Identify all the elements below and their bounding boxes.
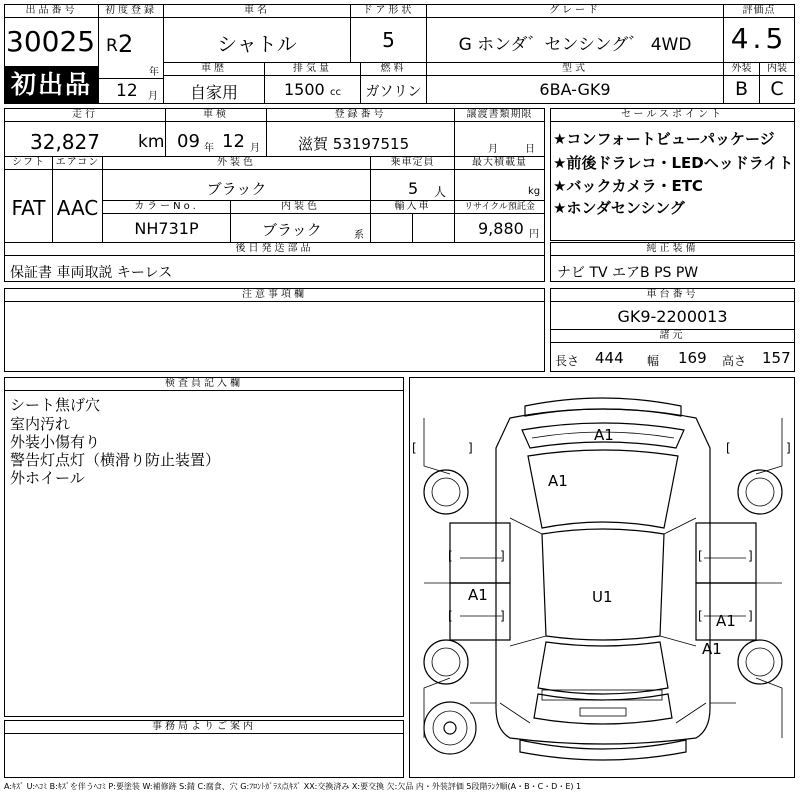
grade-label: グレード xyxy=(427,5,723,18)
exterior-color-label: 外装色 xyxy=(103,157,370,170)
km-unit: km xyxy=(138,132,165,152)
sales-point: ★ホンダセンシング xyxy=(553,199,685,217)
equipment-items: ナビ TV エアB PS PW xyxy=(557,265,699,281)
transfer-day-unit: 日 xyxy=(525,144,535,155)
inspection-year: 09 xyxy=(177,131,200,152)
sales-point: ★バックカメラ・ETC xyxy=(553,177,703,195)
model: 6BA-GK9 xyxy=(539,80,611,99)
capacity-label: 乗車定員 xyxy=(371,157,454,170)
aircon: AAC xyxy=(56,196,99,220)
mark-right-door: A1 xyxy=(716,612,736,630)
later-parts: 保証書 車両取説 キーレス xyxy=(10,265,173,281)
history-label: 車歴 xyxy=(164,63,264,76)
legend: A:ｷｽﾞ U:ﾍｺﾐ B:ｷｽﾞを伴うﾍｺﾐ P:要塗装 W:補修跡 S:錆 C:腐食、穴 G:ﾌﾛﾝﾄｶﾞﾗｽ点ｷｽﾞ XX:交換済み X:要交換 欠:欠品 内・外装評価 5段階ﾗﾝｸ順(A・B・C・D・E) 1 xyxy=(4,782,582,791)
grade: G ホンダ゛センシング゛ 4WD xyxy=(458,35,692,55)
mark-right-fender: A1 xyxy=(702,640,722,658)
capacity-unit: 人 xyxy=(434,185,447,199)
chassis-number: GK9-2200013 xyxy=(617,307,728,326)
bracket-open: [ xyxy=(698,609,703,623)
year-number: 2 xyxy=(118,30,134,58)
chassis-label: 車台番号 xyxy=(551,289,794,302)
interior-grade: C xyxy=(770,78,784,100)
fuel: ガソリン xyxy=(365,84,422,100)
spec-label: 諸元 xyxy=(551,330,794,343)
inspection-label: 車検 xyxy=(166,109,266,122)
door-type-label: ドア形状 xyxy=(351,5,426,18)
bracket-close: ] xyxy=(748,549,753,563)
inspector-note: 室内汚れ xyxy=(10,415,71,433)
registration-number: 滋賀 53197515 xyxy=(298,135,410,153)
inspector-label: 検査員記入欄 xyxy=(5,378,403,391)
shift: FAT xyxy=(11,196,46,220)
bracket-close: ] xyxy=(500,549,505,563)
interior-label: 内装 xyxy=(760,63,794,76)
capacity: 5 xyxy=(408,179,419,198)
sales-points-label: セールスポイント xyxy=(551,109,794,122)
car-name: シャトル xyxy=(217,32,297,56)
inspection-month: 12 xyxy=(222,131,245,152)
mark-front-glass: A1 xyxy=(594,426,614,444)
recycle-label: リサイクル預託金 xyxy=(455,201,544,214)
displacement: 1500 xyxy=(284,80,325,99)
exterior-label: 外装 xyxy=(724,63,759,76)
length-label: 長さ xyxy=(555,354,580,368)
sales-point: ★前後ドラレコ・LEDヘッドライト xyxy=(553,154,794,172)
transfer-month-unit: 月 xyxy=(488,144,498,155)
bracket-close: ] xyxy=(786,441,791,455)
lot-number-label: 出品番号 xyxy=(5,5,98,18)
month-unit: 月 xyxy=(148,91,158,102)
max-load-label: 最大積載量 xyxy=(455,157,544,170)
color-number: NH731P xyxy=(134,219,199,238)
bracket-close: ] xyxy=(500,609,505,623)
history: 自家用 xyxy=(189,83,238,102)
registration-label: 登録番号 xyxy=(267,109,454,122)
mark-left-door: A1 xyxy=(468,586,488,604)
score: 4.5 xyxy=(730,22,788,55)
damage-diagram xyxy=(409,377,795,778)
length-value: 444 xyxy=(595,349,624,367)
office-label: 事務局よりご案内 xyxy=(5,721,403,734)
inspector-note: 外装小傷有り xyxy=(10,433,101,451)
width-value: 169 xyxy=(678,349,707,367)
mark-roof: U1 xyxy=(592,588,613,606)
inspection-year-unit: 年 xyxy=(204,143,214,154)
lot-number: 30025 xyxy=(6,25,96,58)
height-label: 高さ xyxy=(722,354,747,368)
equipment-label: 純正装備 xyxy=(551,243,794,256)
recycle-fee: 9,880 xyxy=(478,219,524,238)
import-label: 輸入車 xyxy=(371,201,454,214)
month-number: 12 xyxy=(116,81,138,101)
mileage: 32,827 xyxy=(30,130,100,154)
aircon-label: エアコン xyxy=(53,157,102,170)
mileage-label: 走行 xyxy=(5,109,165,122)
first-listing-badge: 初出品 xyxy=(5,66,98,103)
notes-label: 注意事項欄 xyxy=(5,289,544,302)
bracket-open: [ xyxy=(448,549,453,563)
fuel-label: 燃料 xyxy=(361,63,426,76)
yen-unit: 円 xyxy=(529,229,539,240)
displacement-label: 排気量 xyxy=(265,63,360,76)
exterior-color: ブラック xyxy=(206,180,267,198)
inspector-note: 外ホイール xyxy=(10,469,85,487)
door-type: 5 xyxy=(382,28,395,52)
interior-color-suffix: 系 xyxy=(354,230,364,241)
score-label: 評価点 xyxy=(724,5,794,18)
first-registration-label: 初度登録 xyxy=(99,5,163,18)
car-name-label: 車名 xyxy=(164,5,350,18)
width-label: 幅 xyxy=(647,354,660,368)
cc-unit: cc xyxy=(330,87,341,98)
shift-label: シフト xyxy=(5,157,52,170)
height-value: 157 xyxy=(762,349,791,367)
later-parts-label: 後日発送部品 xyxy=(5,243,544,256)
kg-unit: kg xyxy=(528,186,541,197)
bracket-close: ] xyxy=(748,609,753,623)
model-label: 型式 xyxy=(427,63,723,76)
exterior-grade: B xyxy=(734,78,749,100)
era-letter: R xyxy=(106,36,118,56)
year-unit: 年 xyxy=(149,67,159,78)
sales-point: ★コンフォートビューパッケージ xyxy=(553,130,775,148)
inspector-note: シート焦げ穴 xyxy=(10,396,101,414)
bracket-close: ] xyxy=(468,441,473,455)
bracket-open: [ xyxy=(698,549,703,563)
bracket-open: [ xyxy=(412,441,417,455)
interior-color-label: 内装色 xyxy=(231,201,370,214)
transfer-deadline-label: 譲渡書類期限 xyxy=(455,109,544,122)
mark-hood: A1 xyxy=(548,472,568,490)
inspector-note: 警告灯点灯（横滑り防止装置） xyxy=(10,451,221,469)
interior-color: ブラック xyxy=(262,221,322,239)
color-number-label: カラーNo. xyxy=(103,201,230,214)
bracket-open: [ xyxy=(726,441,731,455)
bracket-open: [ xyxy=(448,609,453,623)
inspection-month-unit: 月 xyxy=(250,143,260,154)
